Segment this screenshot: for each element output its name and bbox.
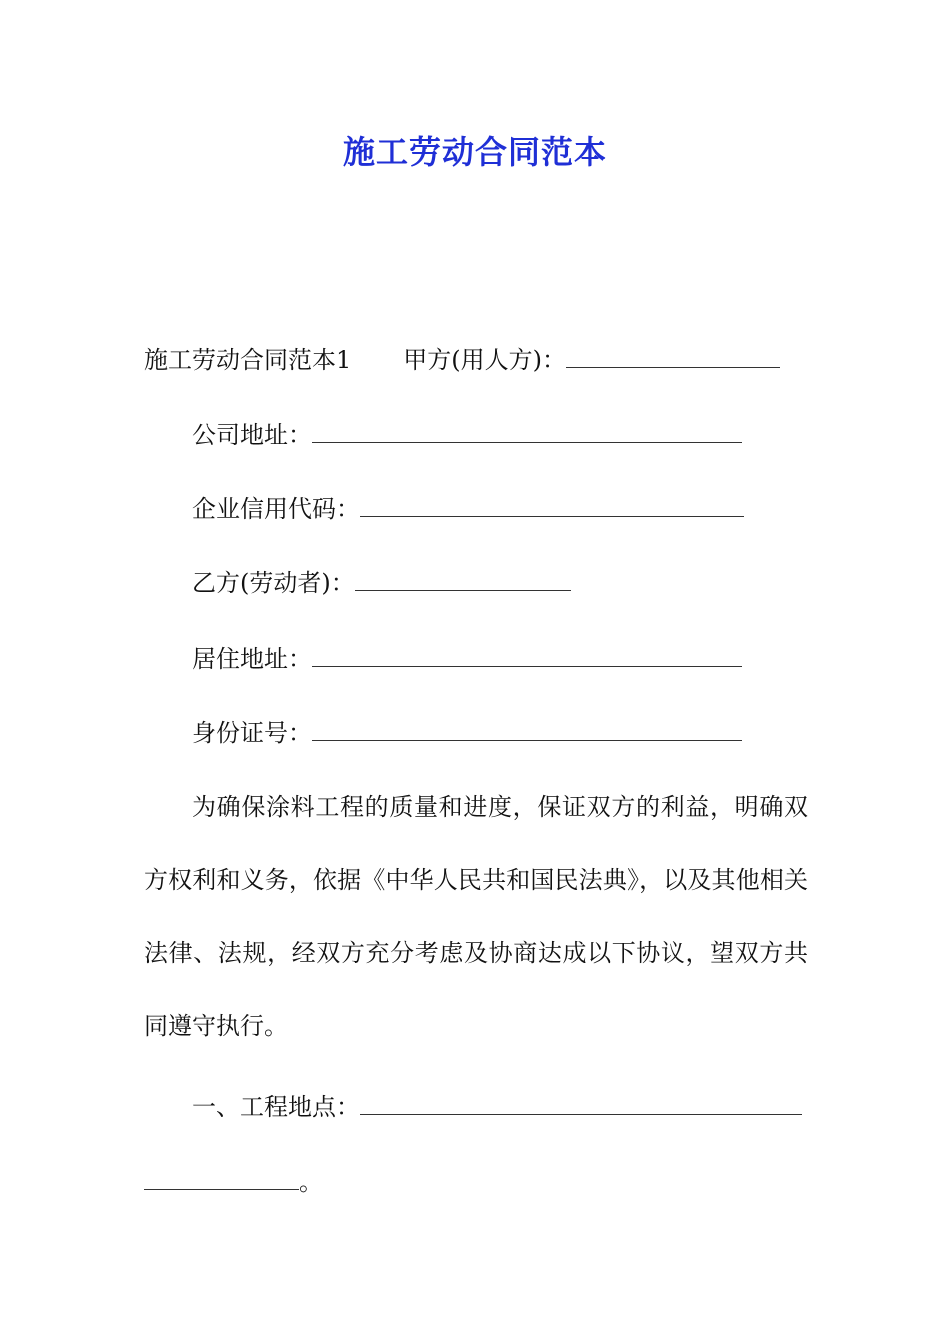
id-number-row — [192, 714, 742, 751]
party-b-blank[interactable] — [355, 564, 571, 591]
company-address-row — [192, 416, 742, 453]
residence-row — [192, 640, 742, 677]
company-address-label: 公司地址： — [192, 421, 312, 449]
credit-code-label: 企业信用代码： — [192, 495, 360, 523]
id-number-label: 身份证号： — [192, 719, 312, 747]
party-b-row — [192, 564, 571, 601]
id-number-blank[interactable] — [312, 714, 742, 741]
residence-label: 居住地址： — [192, 645, 312, 673]
company-address-blank[interactable] — [312, 416, 742, 443]
clause-1-continuation — [144, 1163, 323, 1200]
residence-blank[interactable] — [312, 640, 742, 667]
document-title: 施工劳动合同范本 — [342, 133, 607, 171]
clause-1-blank-continued[interactable] — [144, 1163, 299, 1190]
clause-1-label: 一、工程地点： — [192, 1093, 360, 1121]
clause-1-row — [192, 1088, 802, 1125]
clause-1-end: 。 — [299, 1168, 323, 1196]
credit-code-row — [192, 490, 744, 527]
party-a-label: 甲方(用人方)： — [403, 346, 567, 374]
party-a-row — [144, 341, 780, 378]
section-heading: 施工劳动合同范本1 — [144, 346, 352, 374]
clause-1-blank[interactable] — [360, 1088, 802, 1115]
party-b-label: 乙方(劳动者)： — [192, 569, 355, 597]
credit-code-blank[interactable] — [360, 490, 744, 517]
intro-paragraph: 为确保涂料工程的质量和进度，保证双方的利益，明确双方权利和义务，依据《中华人民共和国民法典》，以及其他相关法律、法规，经双方充分考虑及协商达成以下协议，望双方共同遵守执行。 — [144, 793, 808, 1040]
party-a-blank[interactable] — [566, 341, 780, 368]
